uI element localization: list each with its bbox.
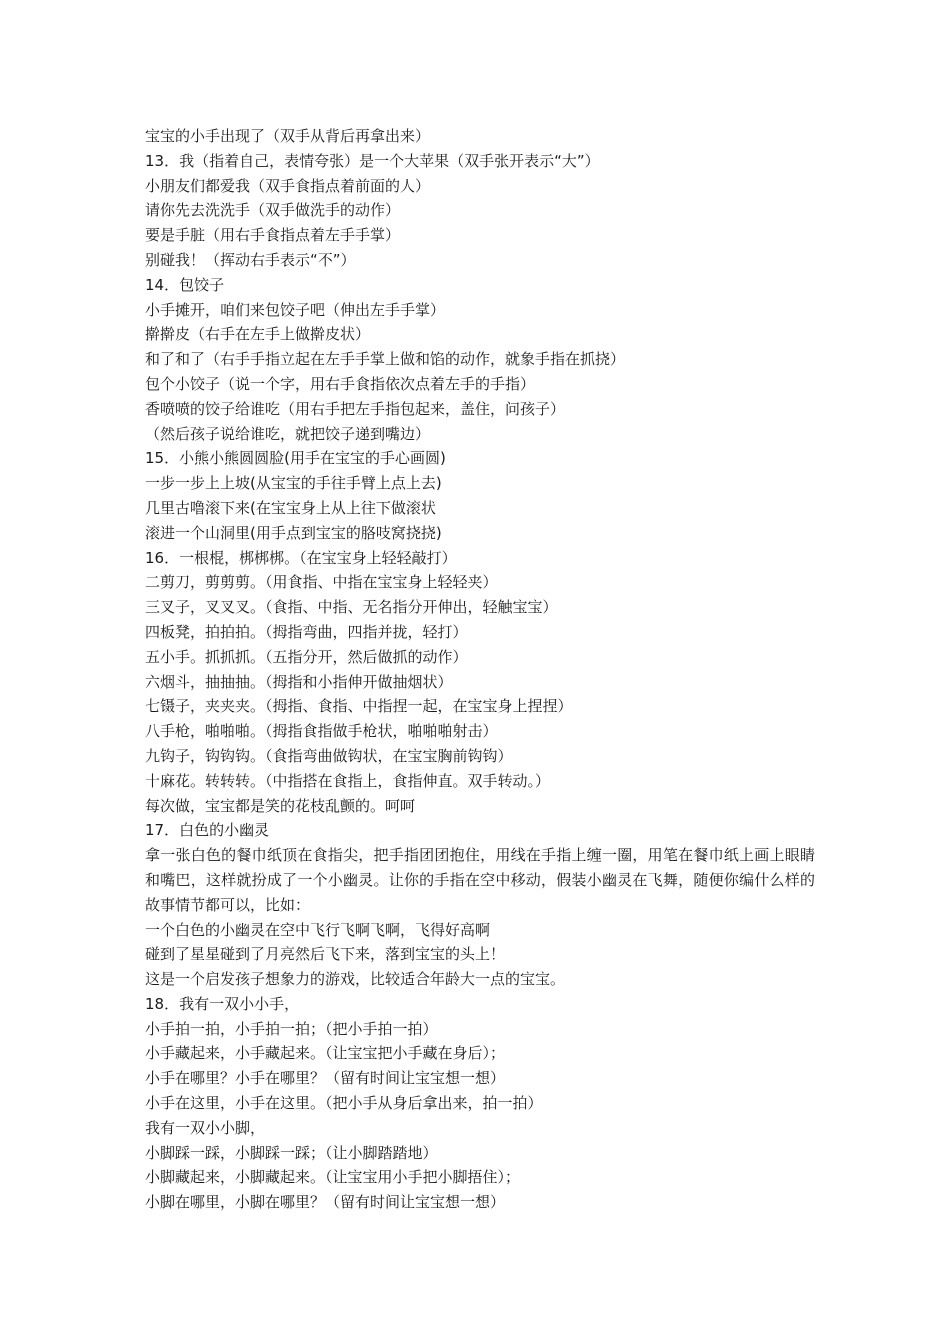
text-line: 七镊子，夹夹夹。（拇指、食指、中指捏一起，在宝宝身上捏捏）: [145, 697, 573, 716]
text-line: 请你先去洗洗手（双手做洗手的动作）: [145, 201, 401, 220]
text-line: 宝宝的小手出现了（双手从背后再拿出来）: [145, 127, 431, 145]
text-line: 别碰我！（挥动右手表示“不”）: [145, 250, 356, 269]
text-block-after: [145, 918, 815, 1216]
text-line: 小朋友们都爱我（双手食指点着前面的人）: [145, 176, 431, 195]
text-line: 四板凳，拍拍拍。（拇指弯曲，四指并拢，轻打）: [145, 622, 468, 641]
text-line: 十麻花。转转转。（中指搭在食指上，食指伸直。双手转动。）: [145, 771, 551, 790]
text-line: 小手藏起来，小手藏起来。（让宝宝把小手藏在身后）；: [145, 1044, 506, 1063]
text-line: 九钩子，钩钩钩。（食指弯曲做钩状，在宝宝胸前钩钩）: [145, 746, 513, 765]
document-body: [145, 124, 815, 1215]
text-line: 几里古噜滚下来(在宝宝身上从上往下做滚状: [145, 498, 436, 517]
text-line: 14．包饺子: [145, 275, 225, 294]
text-line: 滚进一个山洞里(用手点到宝宝的胳吱窝挠挠): [145, 523, 442, 542]
text-line: 我有一双小小脚，: [145, 1118, 266, 1137]
text-line: 小脚踩一踩，小脚踩一踩；（让小脚踏踏地）: [145, 1143, 438, 1162]
text-line: 包个小饺子（说一个字，用右手食指依次点着左手的手指）: [145, 374, 536, 393]
text-line: 这是一个启发孩子想象力的游戏，比较适合年龄大一点的宝宝。: [145, 970, 566, 989]
text-line: 小脚藏起来，小脚藏起来。（让宝宝用小手把小脚捂住）；: [145, 1168, 521, 1187]
text-line: 小手在这里，小手在这里。（把小手从身后拿出来，拍一拍）: [145, 1094, 543, 1113]
text-line: 香喷喷的饺子给谁吃（用右手把左手指包起来，盖住，问孩子）: [145, 399, 566, 418]
text-line: 17．白色的小幽灵: [145, 821, 270, 840]
text-line: （然后孩子说给谁吃，就把饺子递到嘴边）: [145, 424, 431, 443]
text-line: 每次做，宝宝都是笑的花枝乱颤的。呵呵: [145, 796, 416, 815]
text-line: 要是手脏（用右手食指点着左手手掌）: [145, 226, 401, 245]
text-block-before: [145, 124, 815, 843]
text-line: 一个白色的小幽灵在空中飞行飞啊飞啊，飞得好高啊: [145, 920, 491, 939]
text-line: 小手拍一拍，小手拍一拍；（把小手拍一拍）: [145, 1019, 438, 1038]
text-line: 15．小熊小熊圆圆脸(用手在宝宝的手心画圆): [145, 449, 446, 468]
text-line: 16．一根棍，梆梆梆。（在宝宝身上轻轻敲打）: [145, 548, 457, 567]
text-line: 擀擀皮（右手在左手上做擀皮状）: [145, 325, 371, 344]
text-line: 一步一步上上坡(从宝宝的手往手臂上点上去): [145, 474, 442, 493]
text-line: 六烟斗，抽抽抽。（拇指和小指伸开做抽烟状）: [145, 672, 453, 691]
text-line: 和了和了（右手手指立起在左手手掌上做和馅的动作，就象手指在抓挠）: [145, 350, 626, 369]
text-line: 小手摊开，咱们来包饺子吧（伸出左手手掌）: [145, 300, 446, 319]
text-line: 八手枪，啪啪啪。（拇指食指做手枪状，啪啪啪射击）: [145, 722, 498, 741]
text-line: 碰到了星星碰到了月亮然后飞下来，落到宝宝的头上！: [145, 945, 506, 964]
text-line: 小手在哪里？小手在哪里？（留有时间让宝宝想一想）: [145, 1069, 506, 1088]
text-line: 三叉子，叉叉叉。（食指、中指、无名指分开伸出，轻触宝宝）: [145, 598, 558, 617]
text-line: 二剪刀，剪剪剪。（用食指、中指在宝宝身上轻轻夹）: [145, 573, 498, 592]
text-line: 小脚在哪里，小脚在哪里？（留有时间让宝宝想一想）: [145, 1193, 506, 1212]
text-line: 五小手。抓抓抓。（五指分开，然后做抓的动作）: [145, 647, 468, 666]
text-line: 13．我（指着自己，表情夸张）是一个大苹果（双手张开表示“大”）: [145, 151, 600, 170]
text-line: 18．我有一双小小手，: [145, 994, 300, 1013]
paragraph-white-ghost: 拿一张白色的餐巾纸顶在食指尖，把手指团团抱住，用线在手指上缠一圈，用笔在餐巾纸上画上眼睛和嘴巴，这样就扮成了一个小幽灵。让你的手指在空中移动，假装小幽灵在飞舞，随便你编什么样的故事情节都可以，比如：: [145, 846, 815, 914]
